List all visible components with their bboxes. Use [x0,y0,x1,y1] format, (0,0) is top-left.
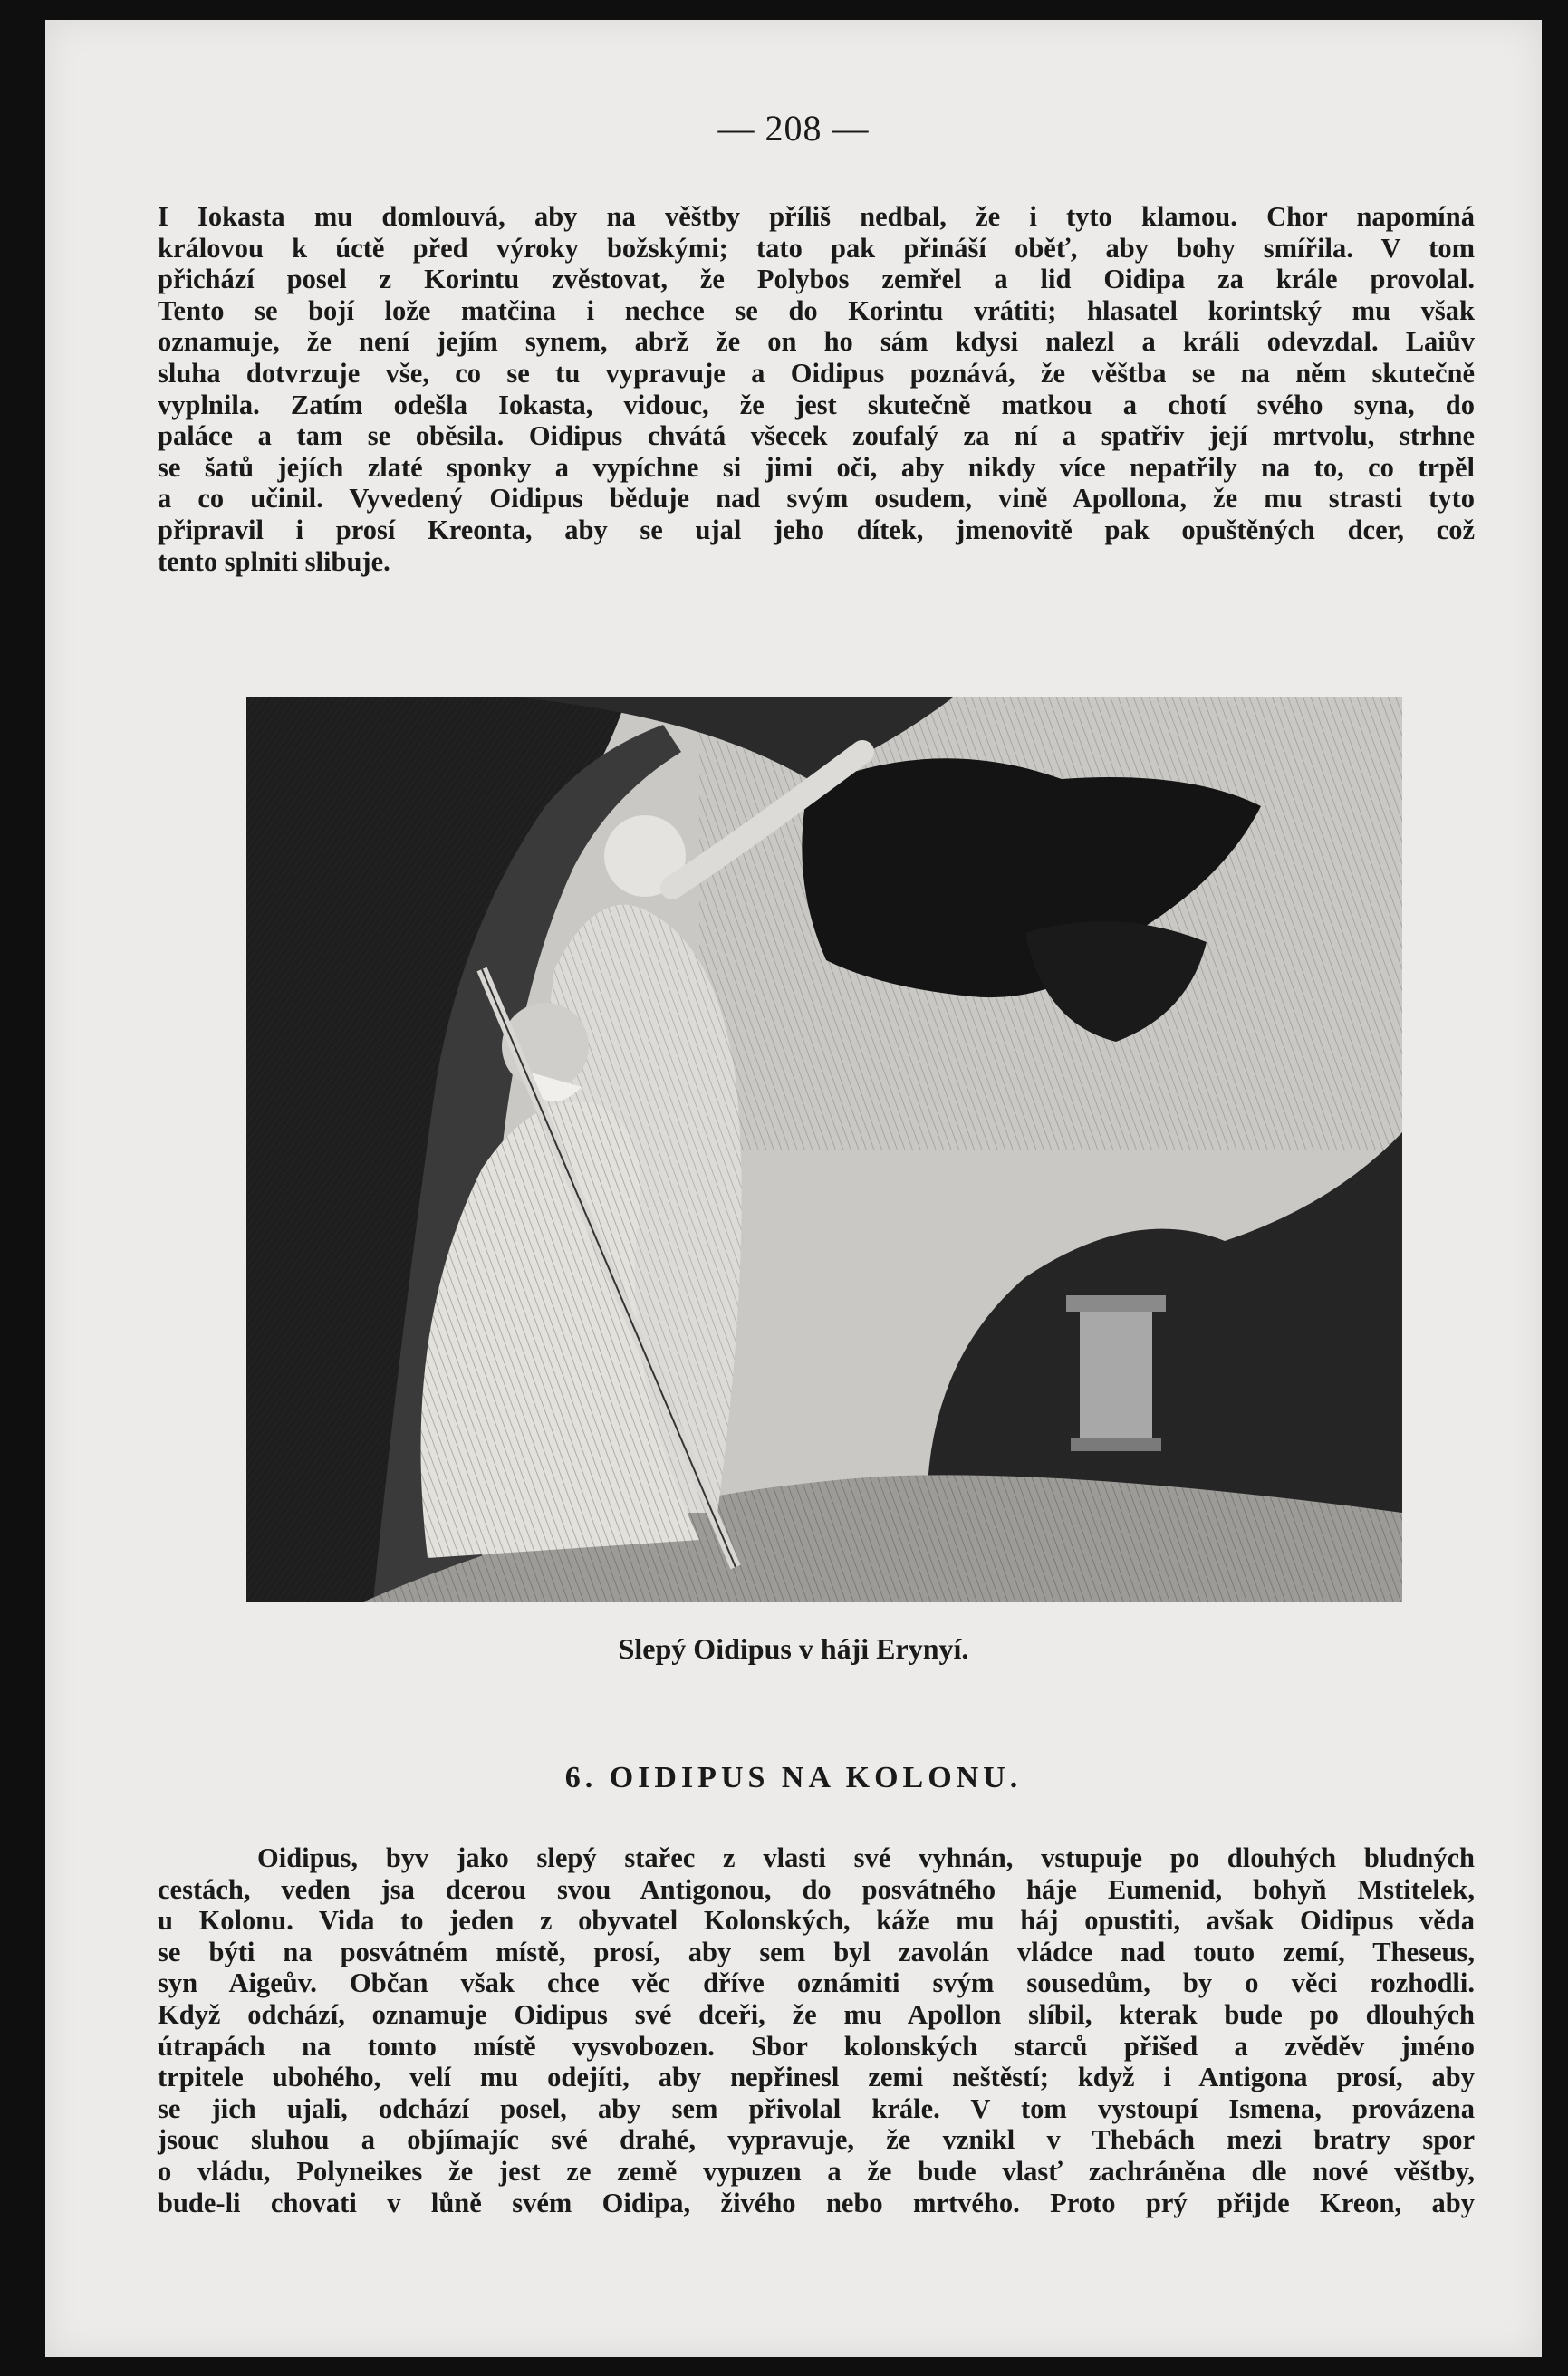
text-line: a co učinil. Vyvedený Oidipus běduje nad svým osudem, vině Apollona, že mu strasti tyto [158,483,1475,515]
text-line: I Iokasta mu domlouvá, aby na věštby příliš nedbal, že i tyto klamou. Chor napomíná [158,201,1475,232]
text-line: cestách, veden jsa dcerou svou Antigonou, do posvátného háje Eumenid, bohyň Mstitelek, [158,1873,1475,1905]
text-line: tento splniti slibuje. [158,545,390,577]
paragraph-2 [158,1842,1475,2218]
text-line: trpitele ubohého, velí mu odejíti, aby nepřinesl zemi neštěstí; když i Antigona prosí, aby [158,2062,1475,2093]
text-line: syn Aigeův. Občan však chce věc dříve oznámiti svým sousedům, by o věci rozhodli. [158,1967,1475,1999]
engraving-illustration-icon [246,697,1402,1602]
text-line: vyplnila. Zatím odešla Iokasta, vidouc, že jest skutečně matkou a chotí svého syna, do [158,389,1475,420]
text-line: připravil i prosí Kreonta, aby se ujal jeho dítek, jmenovitě pak opuštěných dcer, což [158,514,1475,545]
text-line: u Kolonu. Vida to jeden z obyvatel Kolonských, káže mu háj opustiti, avšak Oidipus věda [158,1905,1475,1937]
text-line: se šatů jejích zlaté sponky a vypíchne si jimi oči, aby nikdy více nepatřily na to, co trpěl [158,451,1475,483]
text-line: Tento se bojí lože matčina i nechce se do Korintu vrátiti; hlasatel korintský mu však [158,294,1475,326]
section-heading: 6. OIDIPUS NA KOLONU. [564,1761,1023,1794]
illustration-caption: Slepý Oidipus v háji Erynyí. [618,1632,969,1665]
text-line: Oidipus, byv jako slepý stařec z vlasti své vyhnán, vstupuje po dlouhých bludných [257,1842,1475,1873]
text-line: se jich ujali, odchází posel, aby sem přivolal krále. V tom vystoupí Ismena, provázena [158,2092,1475,2124]
text-line: bude-li chovati v lůně svém Oidipa, živého nebo mrtvého. Proto prý přijde Kreon, aby [158,2187,1475,2218]
text-line: královou k úctě před výroky božskými; tato pak přináší oběť, aby bohy smířila. V tom [158,232,1475,264]
text-line: Když odchází, oznamuje Oidipus své dceři, že mu Apollon slíbil, kterak bude po dlouhých [158,1998,1475,2030]
text-line: sluha dotvrzuje vše, co se tu vypravuje a Oidipus poznává, že věštba se na něm skutečně [158,357,1475,389]
text-line: jsouc sluhou a objímajíc své drahé, vypravuje, že vznikl v Thebách mezi bratry spor [158,2124,1475,2156]
text-line: paláce a tam se oběsila. Oidipus chvátá všecek zoufalý za ní a spatřiv její mrtvolu, strhne [158,420,1475,452]
text-line: o vládu, Polyneikes že jest ze země vypuzen a že bude vlasť zachráněna dle nové věštby, [158,2155,1475,2187]
text-line: přichází posel z Korintu zvěstovat, že Polybos zemřel a lid Oidipa za krále provolal. [158,264,1475,295]
text-line: útrapách na tomto místě vysvobozen. Sbor kolonských starců přišed a zvěděv jméno [158,2030,1475,2062]
text-line: oznamuje, že není jejím synem, abrž že on ho sám kdysi nalezl a králi odevzdal. Laiův [158,326,1475,358]
engraving-svg [246,697,1402,1602]
page-number: — 208 — [717,108,870,149]
document-page [45,20,1542,2357]
text-line: se býti na posvátném místě, prosí, aby sem byl zavolán vládce nad touto zemí, Theseus, [158,1936,1475,1967]
paragraph-1 [158,201,1475,577]
